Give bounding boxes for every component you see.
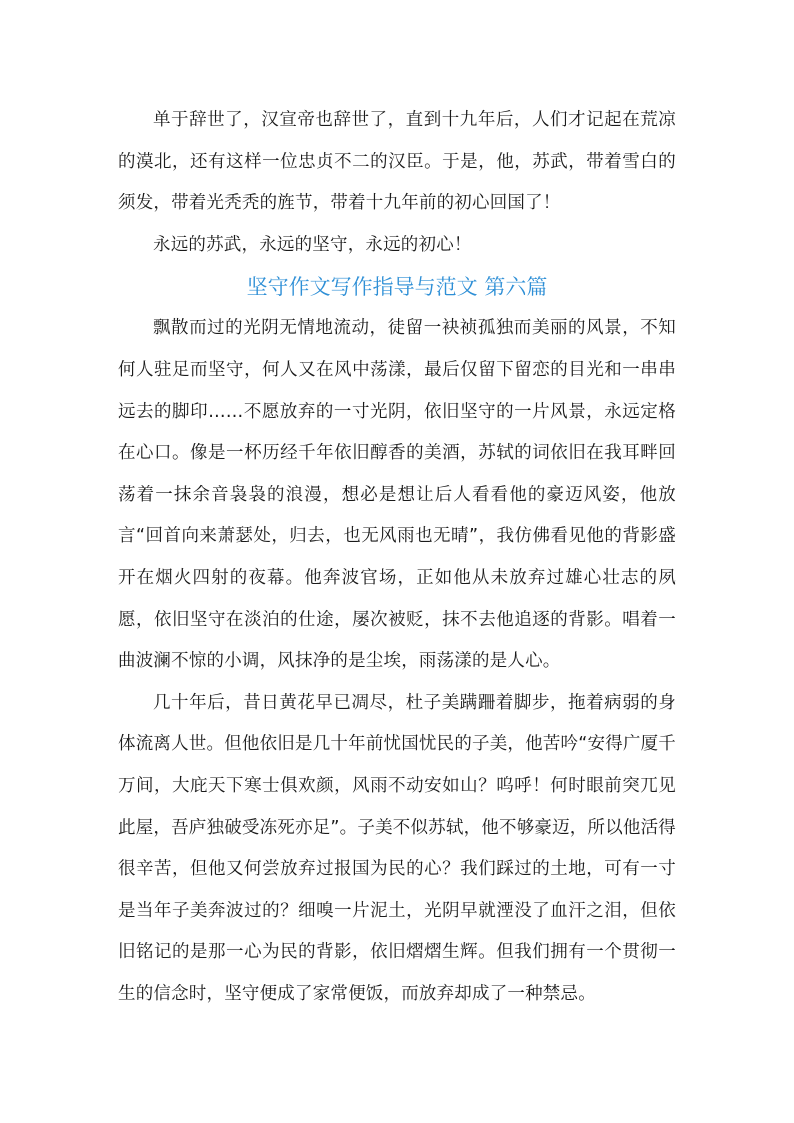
document-body: [118, 100, 676, 1015]
paragraph-su-wu-return: 单于辞世了，汉宣帝也辞世了，直到十九年后，人们才记起在荒凉的漠北，还有这样一位忠贞不二的汉臣。于是，他，苏武，带着雪白的须发，带着光秃秃的旌节，带着十九年前的初心回国了！: [118, 110, 676, 214]
section-heading: 坚守作文写作指导与范文 第六篇: [246, 275, 548, 300]
paragraph-su-shi: 飘散而过的光阴无情地流动，徒留一袂祯孤独而美丽的风景，不知何人驻足而坚守，何人又在风中荡漾，最后仅留下留恋的目光和一串串远去的脚印……不愿放弃的一寸光阴，依旧坚守的一片风景，永远定格在心口。像是一杯历经千年依旧醇香的美酒，苏轼的词依旧在我耳畔回荡着一抹余音袅袅的浪漫，想必是想让后人看看他的豪迈风姿，他放言“回首向来萧瑟处，归去，也无风雨也无晴”，我仿佛看见他的背影盛开在烟火四射的夜幕。他奔波官场，正如他从未放弃过雄心壮志的夙愿，依旧坚守在淡泊的仕途，屡次被贬，抹不去他追逐的背影。唱着一曲波澜不惊的小调，风抹净的是尘埃，雨荡漾的是人心。: [118, 318, 676, 672]
paragraph-du-fu: 几十年后，昔日黄花早已凋尽，杜子美蹒跚着脚步，拖着病弱的身体流离人世。但他依旧是几十年前忧国忧民的子美，他苦吟“安得广厦千万间，大庇天下寒士俱欢颜，风雨不动安如山？呜呼！何时眼前突兀见此屋，吾庐独破受冻死亦足”。子美不似苏轼，他不够豪迈，所以他活得很辛苦，但他又何尝放弃过报国为民的心？我们踩过的土地，可有一寸是当年子美奔波过的？细嗅一片泥土，光阴早就湮没了血汗之泪，但依旧铭记的是那一心为民的背影，依旧熠熠生辉。但我们拥有一个贯彻一生的信念时，坚守便成了家常便饭，而放弃却成了一种禁忌。: [118, 692, 676, 1004]
paragraph-su-wu-conclusion: 永远的苏武，永远的坚守，永远的初心！: [153, 234, 472, 255]
